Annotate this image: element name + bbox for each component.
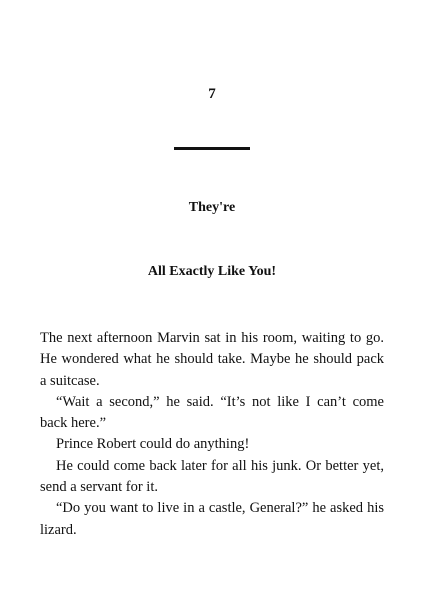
paragraph-3: Prince Robert could do anything!: [56, 436, 250, 453]
paragraph-1: The next afternoon Marvin sat in his room, waiting to go. He wondered what he should take. Maybe he should pack a suitcase.: [40, 330, 384, 389]
paragraph-5: “Do you want to live in a castle, General?” he asked his lizard.: [40, 500, 384, 538]
chapter-number: 7: [208, 86, 216, 102]
chapter-title-line-1: They're: [188, 200, 236, 215]
paragraph-4: He could come back later for all his junk. Or better yet, send a servant for it.: [40, 457, 384, 496]
body-text: [40, 328, 384, 541]
chapter-title-line-2: All Exactly Like You!: [147, 264, 277, 279]
chapter-divider-rule: [174, 147, 250, 150]
paragraph-2: “Wait a second,” he said. “It’s not like I can’t come back here.”: [40, 393, 384, 432]
